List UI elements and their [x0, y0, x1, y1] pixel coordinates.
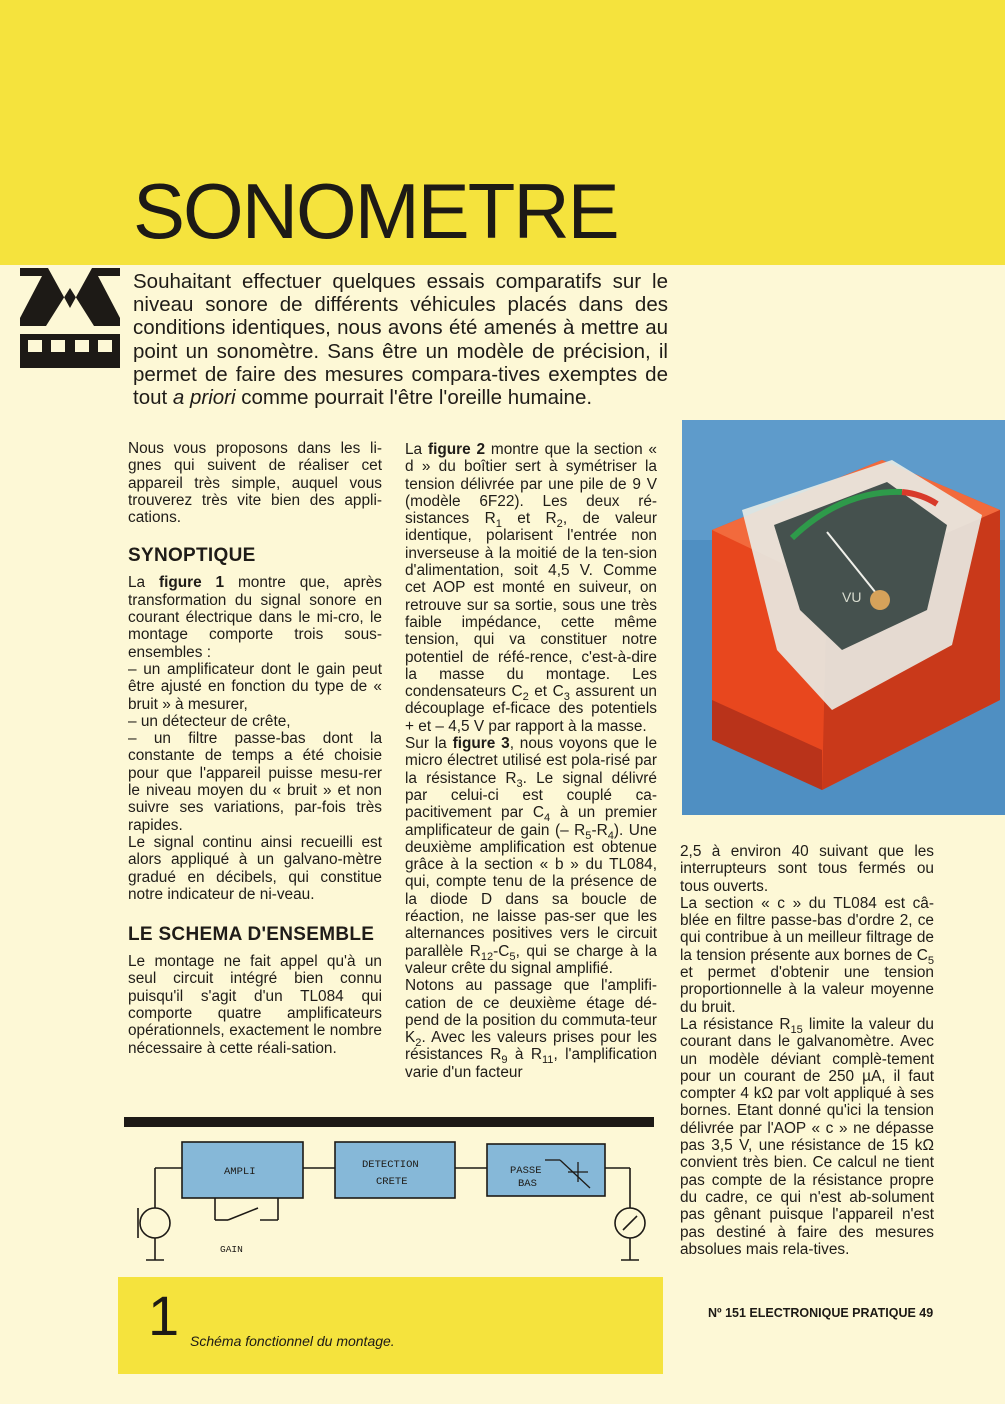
- intro-paragraph: Souhaitant effectuer quelques essais comparatifs sur le niveau sonore de différents véhicules placés dans des conditions identiques, nous avons été amenés à mettre au point un sonomètre. Sans être un modèle de précision, il permet de faire des mesures compara-tives exemptes de tout a priori comme pourrait l'être l'oreille humaine.: [133, 270, 668, 410]
- page-footer: Nº 151 ELECTRONIQUE PRATIQUE 49: [708, 1306, 934, 1320]
- section-heading-schema: LE SCHEMA D'ENSEMBLE: [128, 924, 375, 946]
- meter-vu-label: VU: [842, 589, 862, 605]
- diagram-ampli-label: AMPLI: [224, 1166, 256, 1178]
- figure-rule: [124, 1117, 654, 1127]
- block-diagram: [120, 1130, 665, 1280]
- paragraph: Le signal continu ainsi recueilli est alors appliqué à un galvano-mètre gradué en décibels, qui constitue notre indicateur de ni-veau.: [128, 833, 382, 903]
- paragraph: Nous vous proposons dans les li-gnes qui suivent de réaliser cet appareil très simple, auquel vous trouverez très vite bien des appli-cations.: [128, 440, 382, 527]
- list-item: – un détecteur de crête,: [128, 712, 291, 730]
- text-column-2: [405, 441, 657, 1081]
- paragraph: La figure 2 montre que la section « d » du boîtier sert à symétriser la tension délivrée par une pile de 9 V (modèle 6F22). Les deux ré-sistances $R_1$ et $R_2$, de valeur identique, polarisent l'entrée non inverseuse à la moitié de la ten-sion d'alimentation, soit 4,5 V. Comme cet AOP est monté en suiveur, on retrouve sur sa sortie, sous une très faible impédance, cette même tension, qui va constituer notre potentiel de réfé-rence, c'est-à-dire la masse du montage. Les condensateurs $C_2$ et $C_3$ assurent un découplage ef-ficace des potentiels + et – 4,5 V par rapport à la masse.: [405, 441, 657, 735]
- figure-number: 1: [148, 1284, 180, 1347]
- paragraph: 2,5 à environ 40 suivant que les interrupteurs sont tous fermés ou tous ouverts.: [680, 843, 934, 895]
- diagram-crete-label: CRETE: [376, 1176, 408, 1188]
- caption-band: [118, 1277, 663, 1374]
- paragraph: Sur la figure 3, nous voyons que le micro électret utilisé est pola-risé par la résistance $R_3$. Le signal délivré par celui-ci est couplé ca-pacitivement par $C_4$ à un premier amplificateur de gain (– $R_5-R_4$). Une deuxième amplification est obtenue grâce à la section « b » du TL084, qui, compte tenu de la présence de la diode D dans sa boucle de réaction, ne laisse pas-ser que les alternances positives vers le circuit parallèle $R_{12}-C_5$, qui se charge à la valeur crête du signal amplifié.: [405, 735, 657, 977]
- diagram-detection-label: DETECTION: [362, 1159, 419, 1171]
- diagram-bas-label: BAS: [518, 1178, 537, 1190]
- diagram-gain-label: GAIN: [220, 1244, 243, 1255]
- diagram-passe-label: PASSE: [510, 1165, 542, 1177]
- figure-caption: Schéma fonctionnel du montage.: [190, 1333, 395, 1349]
- paragraph: Le montage ne fait appel qu'à un seul circuit intégré bien connu puisqu'il s'agit d'un TL084 qui comporte quatre amplificateurs opérationnels, exactement le nombre nécessaire à cette réali-sation.: [128, 953, 382, 1057]
- section-logo-icon: [20, 268, 120, 368]
- list-item: – un filtre passe-bas dont la constante de temps a été choisie pour que l'appareil puisse mesu-rer le niveau moyen du « bruit » et non suivre ses variations, par-fois très rapides.: [128, 730, 382, 834]
- paragraph: La figure 1 montre que, après transformation du signal sonore en courant électrique dans le mi-cro, le montage comporte trois sous-ensembles :: [128, 574, 382, 661]
- paragraph: Notons au passage que l'amplifi-cation de ce deuxième étage dé-pend de la position du commuta-teur $K_2$. Avec les valeurs prises pour les résistances $R_9$ à $R_{11}$, l'amplification varie d'un facteur: [405, 977, 658, 1081]
- sonometer-photo: [682, 420, 1005, 815]
- list-item: – un amplificateur dont le gain peut être ajusté en fonction du type de « bruit » à mesurer,: [128, 660, 382, 713]
- article-title: SONOMETRE: [133, 167, 618, 255]
- paragraph: La résistance $R_{15}$ limite la valeur du courant dans le galvanomètre. Avec un modèle déviant complè-tement pour un courant de 250 µA, il faut compter 4 kΩ par volt appliqué à ses bornes. Etant donné qu'ici la tension délivrée par l'AOP « c » ne dépasse pas 3,5 V, une résistance de 15 kΩ convient très bien. Ce calcul ne tient pas compte de la résistance propre du cadre, ce qui n'est ab-solument pas gênant puisque l'appareil n'est pas destiné à faire des mesures absolues mais rela-tives.: [680, 1015, 934, 1258]
- text-column-1: [128, 440, 382, 1057]
- section-heading-synoptique: SYNOPTIQUE: [128, 545, 256, 567]
- paragraph: La section « c » du TL084 est câ-blée en filtre passe-bas d'ordre 2, ce qui contribue à un meilleur filtrage de la tension présente aux bornes de $C_5$ et permet d'obtenir une tension proportionnelle à la valeur moyenne du bruit.: [680, 894, 934, 1016]
- text-column-3: [680, 843, 934, 1258]
